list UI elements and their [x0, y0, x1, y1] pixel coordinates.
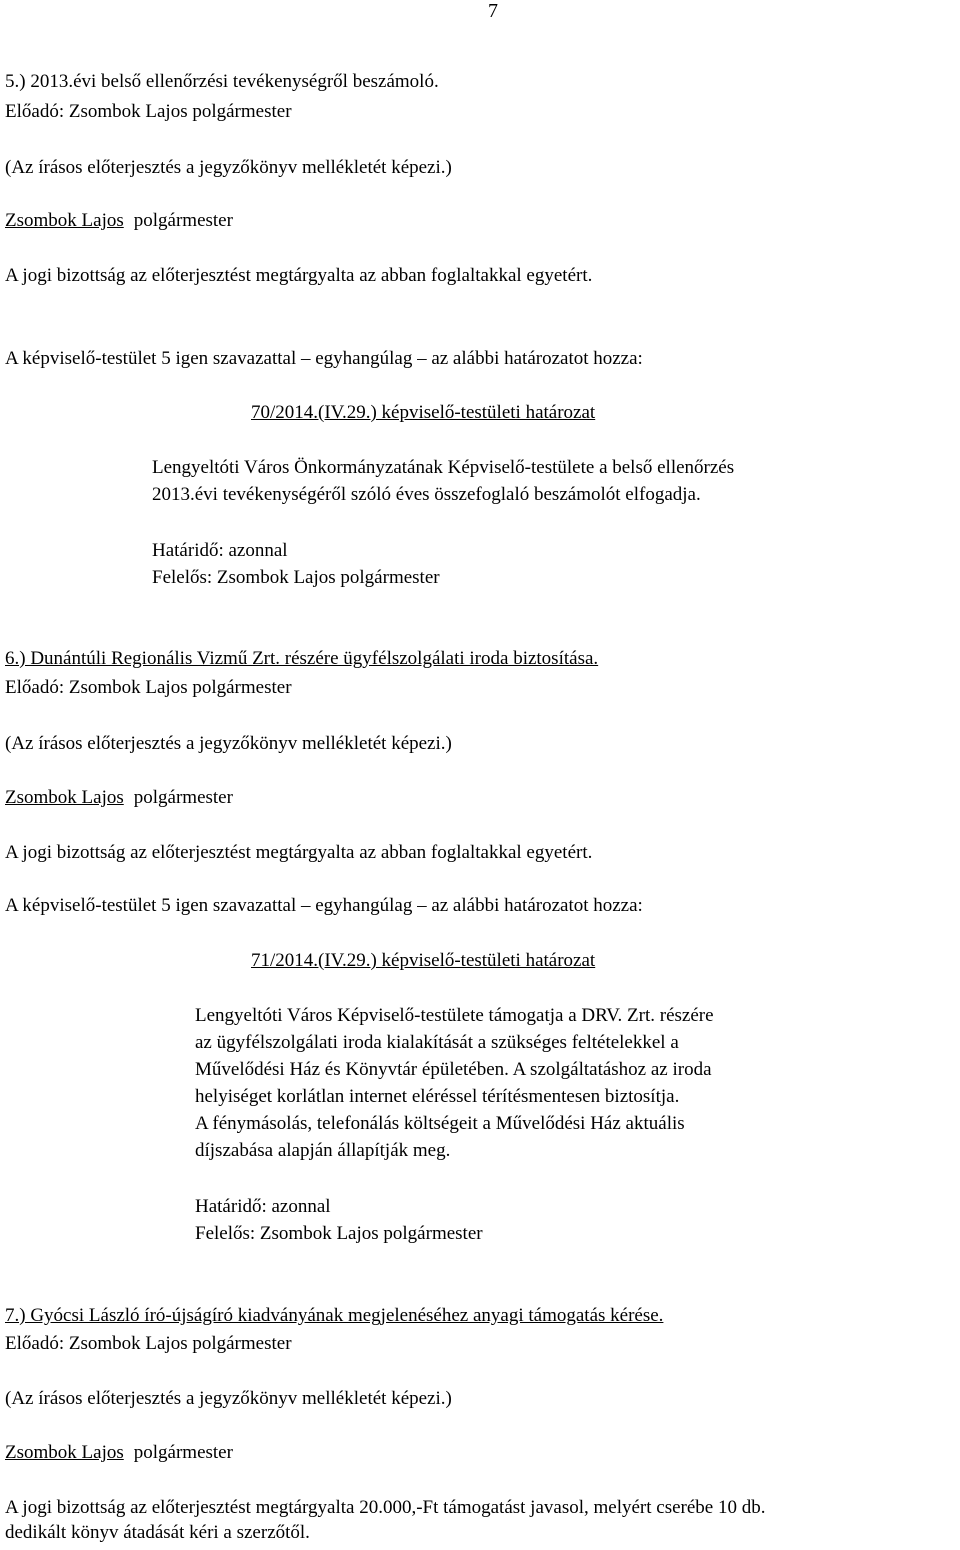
committee-statement: A jogi bizottság az előterjesztést megtárgyalta az abban foglaltakkal egyetért.: [5, 842, 593, 863]
responsible-line: Felelős: Zsombok Lajos polgármester: [195, 1223, 483, 1244]
committee-statement: A jogi bizottság az előterjesztést megtárgyalta 20.000,-Ft támogatást javasol, melyért cserébe 10 db.: [5, 1497, 766, 1518]
agenda-item-title: 6.) Dunántúli Regionális Vizmű Zrt. részére ügyfélszolgálati iroda biztosítása.: [5, 648, 599, 669]
resolution-text-line: Művelődési Ház és Könyvtár épületében. A szolgáltatáshoz az iroda: [195, 1059, 712, 1080]
resolution-text-line: A fénymásolás, telefonálás költségeit a Művelődési Ház aktuális: [195, 1113, 685, 1134]
speaker-role: polgármester: [133, 210, 233, 231]
speaker-role: polgármester: [133, 787, 233, 808]
speaker-name: Zsombok Lajos: [5, 787, 124, 808]
speaker-name: Zsombok Lajos: [5, 210, 124, 231]
responsible-line: Felelős: Zsombok Lajos polgármester: [152, 567, 440, 588]
resolution-text-line: Lengyeltóti Város Önkormányzatának Képviselő-testülete a belső ellenőrzés: [152, 457, 735, 478]
resolution-title: 70/2014.(IV.29.) képviselő-testületi határozat: [251, 402, 596, 423]
presenter-line: Előadó: Zsombok Lajos polgármester: [5, 101, 292, 122]
deadline-line: Határidő: azonnal: [195, 1196, 331, 1217]
speaker-line: [5, 210, 233, 232]
speaker-line: [5, 1442, 233, 1464]
page-number: 7: [488, 0, 498, 22]
speaker-role: polgármester: [133, 1442, 233, 1463]
vote-statement: A képviselő-testület 5 igen szavazattal – egyhangúlag – az alábbi határozatot hozza:: [5, 895, 643, 916]
resolution-text-line: helyiséget korlátlan internet eléréssel térítésmentesen biztosítja.: [195, 1086, 680, 1107]
presenter-line: Előadó: Zsombok Lajos polgármester: [5, 677, 292, 698]
attachment-note: (Az írásos előterjesztés a jegyzőkönyv mellékletét képezi.): [5, 733, 452, 754]
resolution-title: 71/2014.(IV.29.) képviselő-testületi határozat: [251, 950, 596, 971]
agenda-item-title: 5.) 2013.évi belső ellenőrzési tevékenységről beszámoló.: [5, 71, 439, 92]
committee-statement: dedikált könyv átadását kéri a szerzőtől.: [5, 1522, 310, 1543]
resolution-text-line: 2013.évi tevékenységéről szóló éves összefoglaló beszámolót elfogadja.: [152, 484, 701, 505]
presenter-line: Előadó: Zsombok Lajos polgármester: [5, 1333, 292, 1354]
attachment-note: (Az írásos előterjesztés a jegyzőkönyv mellékletét képezi.): [5, 157, 452, 178]
agenda-item-title: 7.) Gyócsi László író-újságíró kiadványának megjelenéséhez anyagi támogatás kérése.: [5, 1305, 664, 1326]
speaker-line: [5, 787, 233, 809]
resolution-text-line: Lengyeltóti Város Képviselő-testülete támogatja a DRV. Zrt. részére: [195, 1005, 714, 1026]
resolution-text-line: az ügyfélszolgálati iroda kialakítását a szükséges feltételekkel a: [195, 1032, 679, 1053]
attachment-note: (Az írásos előterjesztés a jegyzőkönyv mellékletét képezi.): [5, 1388, 452, 1409]
speaker-name: Zsombok Lajos: [5, 1442, 124, 1463]
deadline-line: Határidő: azonnal: [152, 540, 288, 561]
resolution-text-line: díjszabása alapján állapítják meg.: [195, 1140, 451, 1161]
committee-statement: A jogi bizottság az előterjesztést megtárgyalta az abban foglaltakkal egyetért.: [5, 265, 593, 286]
vote-statement: A képviselő-testület 5 igen szavazattal – egyhangúlag – az alábbi határozatot hozza:: [5, 348, 643, 369]
